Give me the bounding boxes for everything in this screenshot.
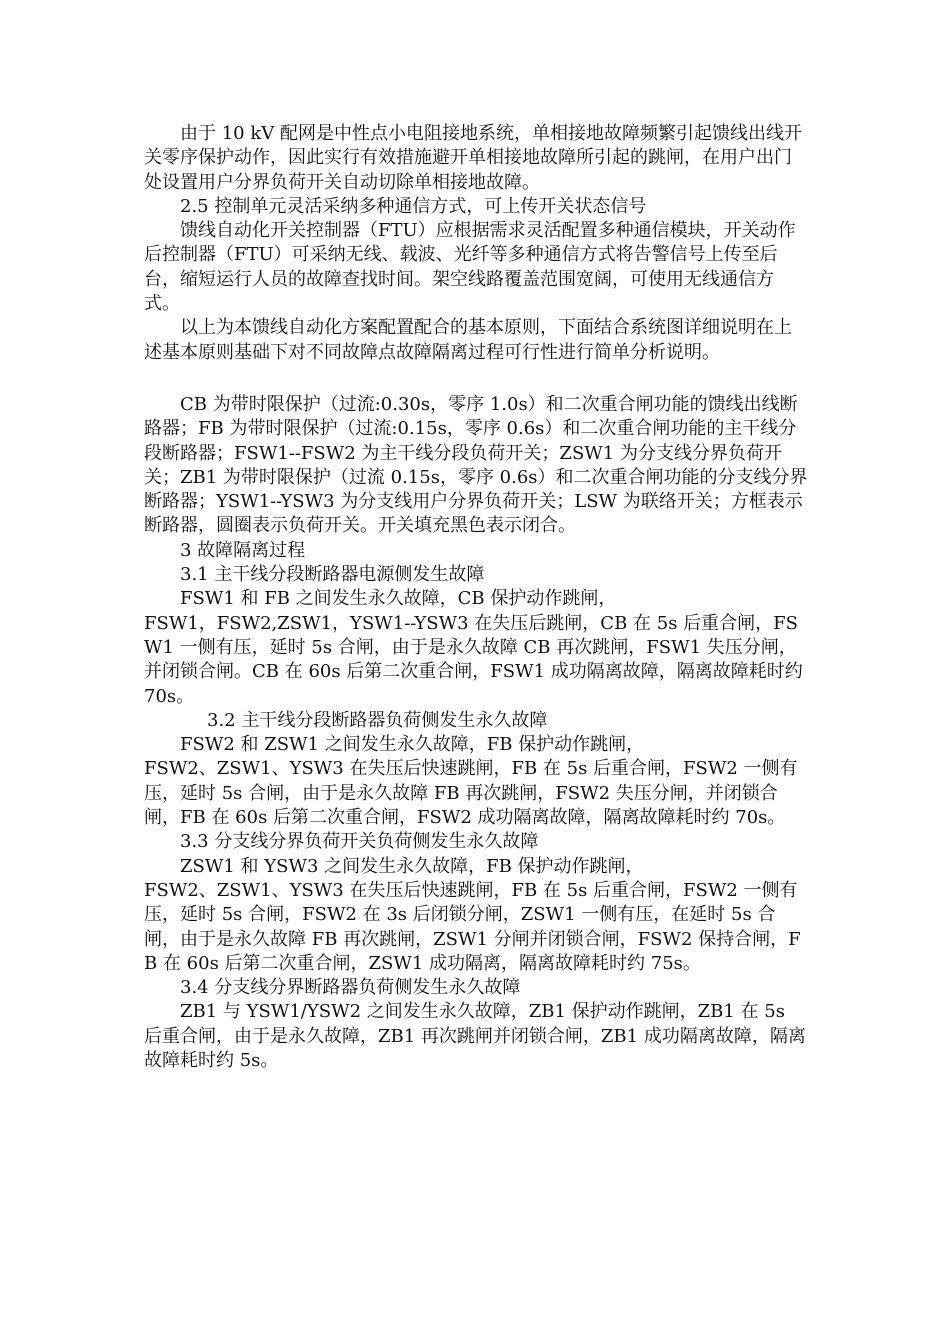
heading-3-4: 3.4 分支线分界断路器负荷侧发生永久故障 [180,977,521,999]
paragraph-3-1-lead: FSW1 和 FB 之间发生永久故障，CB 保护动作跳闸， [180,588,617,610]
paragraph-ftu: 馈线自动化开关控制器（FTU）应根据需求灵活配置多种通信模块，开关动作后控制器（FTU）可采纳无线、载波、光纤等多种通信方式将告警信号上传至后台，缩短运行人员的故障查找时间。架空线路覆盖范围宽阔，可使用无线通信方式。 [144,220,796,315]
heading-3: 3 故障隔离过程 [180,539,306,561]
paragraph-3-3-lead: ZSW1 和 YSW3 之间发生永久故障，FB 保护动作跳闸， [180,855,644,877]
heading-3-3: 3.3 分支线分界负荷开关负荷侧发生永久故障 [180,831,539,853]
paragraph-3-3-body: FSW2、ZSW1、YSW3 在失压后快速跳闸，FB 在 5s 后重合闸，FSW2 一侧有压，延时 5s 合闸，FSW2 在 3s 后闭锁分闸，ZSW1 一侧有压，在延时 5s 合闸，由于是永久故障 FB 再次跳闸，ZSW1 分闸并闭锁合闸，FSW2 保持合闸，FB 在 60s 后第二次重合闸，ZSW1 成功隔离，隔离故障耗时约 75s。 [144,879,801,974]
paragraph-3-2-lead: FSW2 和 ZSW1 之间发生永久故障，FB 保护动作跳闸， [180,734,645,756]
paragraph-3-1-body: FSW1，FSW2,ZSW1，YSW1--YSW3 在失压后跳闸，CB 在 5s 后重合闸，FSW1 一侧有压，延时 5s 合闸，由于是永久故障 CB 再次跳闸，FSW1 失压分闸，并闭锁合闸。CB 在 60s 后第二次重合闸，FSW1 成功隔离故障，隔离故障耗时约 70s。 [144,612,803,707]
paragraph-summary: 以上为本馈线自动化方案配置配合的基本原则，下面结合系统图详细说明在上述基本原则基础下对不同故障点故障隔离过程可行性进行简单分析说明。 [144,317,792,363]
heading-3-2: 3.2 主干线分段断路器负荷侧发生永久故障 [207,709,548,731]
paragraph-intro: 由于 10 kV 配网是中性点小电阻接地系统，单相接地故障频繁引起馈线出线开关零序保护动作，因此实行有效措施避开单相接地故障所引起的跳闸，在用户出门处设置用户分界负荷开关自动切除单相接地故障。 [144,123,802,193]
paragraph-device-definitions: CB 为带时限保护（过流:0.30s，零序 1.0s）和二次重合闸功能的馈线出线断路器；FB 为带时限保护（过流:0.15s，零序 0.6s）和二次重合闸功能的主干线分段断路器；FSW1--FSW2 为主干线分段负荷开关；ZSW1 为分支线分界负荷开关；ZB1 为带时限保护（过流 0.15s，零序 0.6s）和二次重合闸功能的分支线分界断路器；YSW1--YSW3 为分支线用户分界负荷开关；LSW 为联络开关；方框表示断路器，圆圈表示负荷开关。开关填充黑色表示闭合。 [144,393,808,537]
heading-3-1: 3.1 主干线分段断路器电源侧发生故障 [180,564,485,586]
paragraph-3-4-body: ZB1 与 YSW1/YSW2 之间发生永久故障，ZB1 保护动作跳闸，ZB1 在 5s 后重合闸，由于是永久故障，ZB1 再次跳闸并闭锁合闸，ZB1 成功隔离故障，隔离故障耗时约 5s。 [144,1001,806,1071]
paragraph-gap [144,365,808,393]
heading-2-5: 2.5 控制单元灵活采纳多种通信方式，可上传开关状态信号 [180,195,647,217]
paragraph-3-2-body: FSW2、ZSW1、YSW3 在失压后快速跳闸，FB 在 5s 后重合闸，FSW2 一侧有压，延时 5s 合闸，由于是永久故障 FB 再次跳闸，FSW2 失压分闸，并闭锁合闸，FB 在 60s 后第二次重合闸，FSW2 成功隔离故障，隔离故障耗时约 70s。 [144,758,798,829]
document-body [144,122,808,1073]
